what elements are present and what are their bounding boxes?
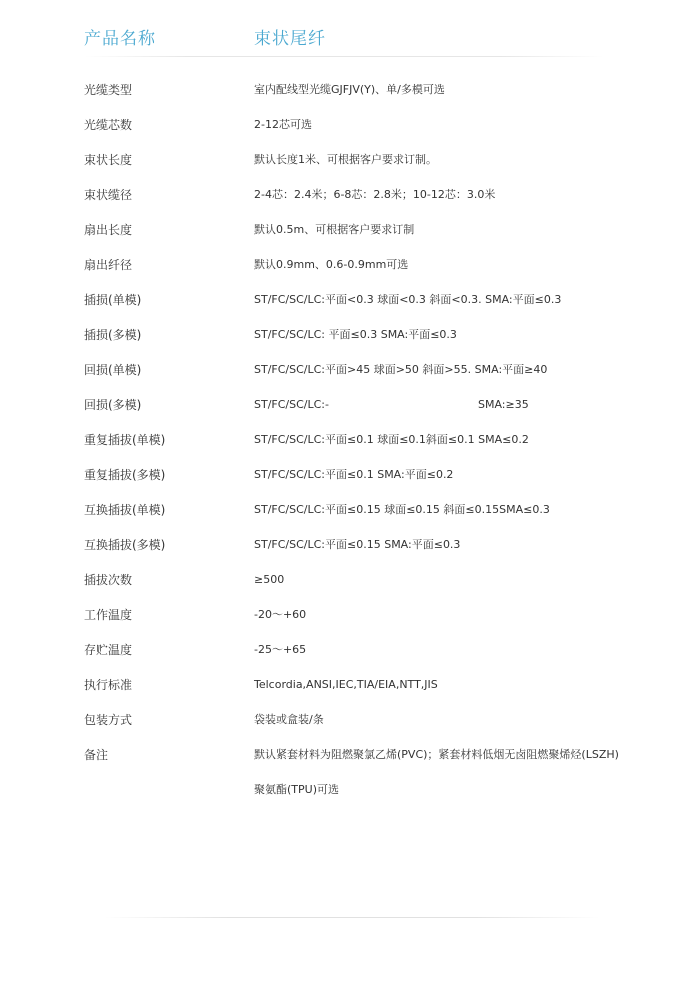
spec-value: 默认长度1米、可根据客户要求订制。 [254, 153, 437, 166]
spec-label: 存贮温度 [84, 643, 133, 657]
spec-label: 回损(单模) [84, 363, 142, 377]
spec-label: 重复插拔(单模) [84, 433, 166, 447]
product-name-header [0, 24, 698, 54]
spec-row-storage-temp [0, 640, 698, 675]
spec-label: 插拔次数 [84, 573, 133, 587]
footer-divider [104, 917, 600, 918]
spec-value: 2-4芯：2.4米；6-8芯：2.8米；10-12芯：3.0米 [254, 188, 496, 201]
spec-value: 聚氨酯(TPU)可选 [254, 783, 339, 796]
spec-row-return-loss-mm [0, 395, 698, 430]
spec-label: 执行标准 [84, 678, 133, 692]
spec-value-group [254, 395, 529, 415]
spec-value: 默认0.5m、可根据客户要求订制 [254, 223, 415, 236]
spec-row-bundle-length [0, 150, 698, 185]
spec-value: 默认紧套材料为阻燃聚氯乙烯(PVC)；紧套材料低烟无卤阻燃聚烯烃(LSZH) [254, 748, 619, 761]
spec-row-interchange-sm [0, 500, 698, 535]
header-divider [84, 56, 604, 57]
spec-row-fanout-length [0, 220, 698, 255]
spec-label: 互换插拔(单模) [84, 503, 166, 517]
product-name-label: 产品名称 [84, 29, 156, 49]
spec-value: 默认0.9mm、0.6-0.9mm可选 [254, 258, 409, 271]
spec-row-core-count [0, 115, 698, 150]
spec-label: 束状缆径 [84, 188, 133, 202]
spec-row-return-loss-sm [0, 360, 698, 395]
spec-row-interchange-mm [0, 535, 698, 570]
spec-value: 2-12芯可选 [254, 118, 312, 131]
spec-value: -25～+65 [254, 643, 307, 656]
spec-value: ST/FC/SC/LC:- [254, 398, 329, 411]
spec-value: ST/FC/SC/LC: 平面≤0.3 SMA:平面≤0.3 [254, 328, 457, 341]
spec-label: 光缆类型 [84, 83, 133, 97]
spec-label: 束状长度 [84, 153, 133, 167]
spec-row-repeat-mating-mm [0, 465, 698, 500]
spec-value: ST/FC/SC/LC:平面≤0.1 SMA:平面≤0.2 [254, 468, 454, 481]
spec-value: ST/FC/SC/LC:平面≤0.1 球面≤0.1斜面≤0.1 SMA≤0.2 [254, 433, 529, 446]
spec-value: ST/FC/SC/LC:平面≤0.15 SMA:平面≤0.3 [254, 538, 461, 551]
spec-value: ≥500 [254, 573, 285, 586]
spec-label: 工作温度 [84, 608, 133, 622]
product-name-value: 束状尾纤 [254, 29, 326, 49]
spec-label: 包装方式 [84, 713, 133, 727]
spec-value: ST/FC/SC/LC:平面<0.3 球面<0.3 斜面<0.3. SMA:平面≤0.3 [254, 293, 562, 306]
spec-label: 扇出长度 [84, 223, 133, 237]
spec-row-mating-cycles [0, 570, 698, 605]
spec-value: 室内配线型光缆GJFJV(Y)、单/多模可选 [254, 83, 445, 96]
spec-label: 插损(多模) [84, 328, 142, 342]
spec-label: 扇出纤径 [84, 258, 133, 272]
spec-row-bundle-diameter [0, 185, 698, 220]
spec-value: Telcordia,ANSI,IEC,TIA/EIA,NTT,JIS [254, 678, 438, 691]
spec-row-insertion-loss-mm [0, 325, 698, 360]
spec-value: -20～+60 [254, 608, 307, 621]
spec-value: ST/FC/SC/LC:平面≤0.15 球面≤0.15 斜面≤0.15SMA≤0.3 [254, 503, 550, 516]
spec-label: 重复插拔(多模) [84, 468, 166, 482]
spec-row-cable-type [0, 80, 698, 115]
spec-row-operating-temp [0, 605, 698, 640]
spec-value: ST/FC/SC/LC:平面>45 球面>50 斜面>55. SMA:平面≥40 [254, 363, 548, 376]
spec-label: 光缆芯数 [84, 118, 133, 132]
spec-label: 互换插拔(多模) [84, 538, 166, 552]
spec-row-remarks [0, 745, 698, 780]
spec-table [0, 80, 698, 815]
spec-value: 袋装或盒装/条 [254, 713, 324, 726]
spec-row-insertion-loss-sm [0, 290, 698, 325]
spec-label: 回损(多模) [84, 398, 142, 412]
spec-row-packaging [0, 710, 698, 745]
spec-row-remarks-continued [0, 780, 698, 815]
spec-label: 备注 [84, 748, 109, 762]
spec-row-standards [0, 675, 698, 710]
spec-value-extra: SMA:≥35 [478, 398, 529, 411]
spec-row-fanout-fiber-diameter [0, 255, 698, 290]
spec-row-repeat-mating-sm [0, 430, 698, 465]
spec-label: 插损(单模) [84, 293, 142, 307]
